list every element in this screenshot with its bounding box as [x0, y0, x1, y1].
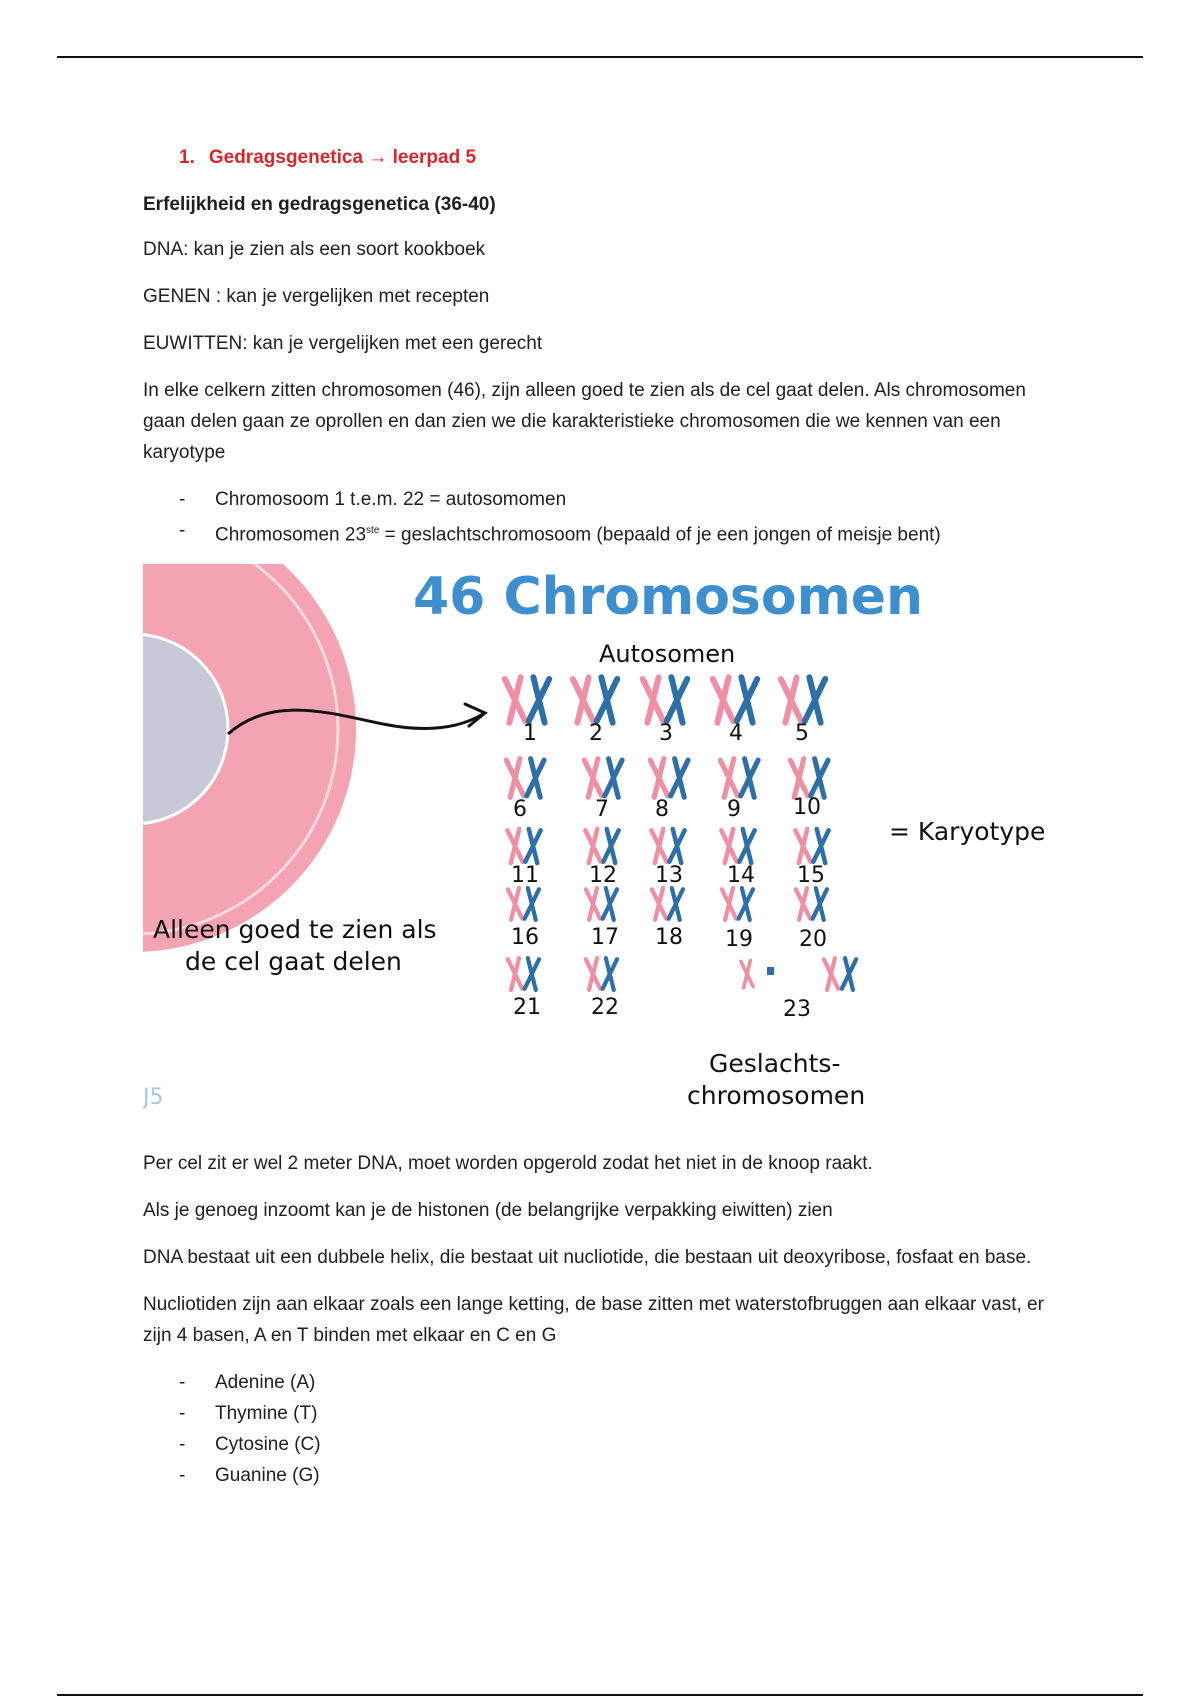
- pair-number: 14: [727, 863, 755, 889]
- paragraph-histonen: Als je genoeg inzoomt kan je de histonen (de belangrijke verpakking eiwitten) zien: [143, 1200, 833, 1222]
- chromosome-pair: [781, 678, 826, 723]
- list-item: - Chromosoom 1 t.e.m. 22 = autosomomen: [179, 489, 567, 510]
- chromosome-pair: [643, 678, 688, 723]
- pair-number: 6: [513, 797, 527, 823]
- sex-chromosomes-label-1: Geslachts-: [709, 1049, 841, 1079]
- definition-genen: GENEN : kan je vergelijken met recepten: [143, 286, 490, 307]
- pair-number: 18: [655, 925, 683, 951]
- chromosome: [525, 958, 539, 990]
- chromosome: [505, 678, 526, 723]
- pair-number: 23: [783, 997, 811, 1023]
- chromosome: [597, 678, 618, 723]
- pair-number: 10: [793, 795, 821, 821]
- pair-number: 8: [655, 797, 669, 823]
- list-item: - Guanine (G): [179, 1465, 320, 1487]
- chromosome-pair: [652, 888, 683, 920]
- top-rule: [57, 56, 1143, 58]
- figure-title: 46 Chromosomen: [413, 567, 924, 628]
- chromosome-pair: [720, 759, 758, 798]
- chromosome-pair: [506, 759, 544, 798]
- pair-number: 13: [655, 863, 683, 889]
- chromosome-pair: [795, 829, 828, 863]
- pair-number: 20: [799, 927, 827, 953]
- list-item: - Cytosine (C): [179, 1434, 321, 1456]
- pair-number: 4: [729, 721, 743, 747]
- chromosome: [586, 888, 600, 920]
- chromosome: [741, 961, 753, 988]
- document-body: [143, 142, 1048, 1505]
- chromosome-pair: [796, 888, 827, 920]
- chromosome: [650, 759, 667, 798]
- chromosome: [737, 678, 758, 723]
- chromosome: [721, 829, 736, 863]
- pair-number: 15: [797, 863, 825, 889]
- chromosome: [605, 759, 622, 798]
- intro-paragraph: In elke celkern zitten chromosomen (46), zijn alleen goed te zien als de cel gaat delen. Als chromosomen gaan delen gaan ze oprollen en dan zien we die karakteristieke chromosomen die we kennen van een karyotype: [143, 380, 1026, 463]
- pair-number: 11: [511, 863, 539, 889]
- chromosome: [741, 759, 758, 798]
- pair-number: 22: [591, 995, 619, 1021]
- pair-number: 17: [591, 925, 619, 951]
- logo-mark: J5: [143, 1085, 164, 1111]
- sex-chromosome-pair: [741, 958, 856, 990]
- pair-number: 5: [795, 721, 809, 747]
- karyotype-label: = Karyotype: [889, 817, 1046, 847]
- pair-numbers: [511, 721, 827, 1022]
- chromosome: [790, 759, 807, 798]
- chromosome: [586, 958, 600, 990]
- definition-dna: DNA: kan je zien als een soort kookboek: [143, 239, 486, 260]
- chromosome: [584, 759, 601, 798]
- chromosome: [813, 888, 827, 920]
- y-chromosome: [767, 967, 774, 975]
- chromosome: [603, 958, 617, 990]
- chromosome-pair: [722, 888, 753, 920]
- pair-number: 9: [727, 797, 741, 823]
- chromosome-pair: [586, 888, 617, 920]
- chromosome: [508, 958, 522, 990]
- chromosome: [669, 888, 683, 920]
- chromosome: [739, 888, 753, 920]
- list-item: - Adenine (A): [179, 1372, 316, 1394]
- bottom-rule: [57, 1694, 1143, 1696]
- chromosome-pair: [508, 958, 539, 990]
- chromosome: [795, 829, 810, 863]
- section-heading: [179, 142, 1048, 173]
- pair-number: 19: [725, 927, 753, 953]
- section-title: Gedragsgenetica: [208, 147, 364, 168]
- section-link-text: leerpad 5: [392, 147, 477, 168]
- chromosome: [525, 888, 539, 920]
- chromosome: [585, 829, 600, 863]
- chromosome: [796, 888, 810, 920]
- chromosome-pair: [508, 888, 539, 920]
- cell-caption-line1: Alleen goed te zien als: [153, 915, 437, 945]
- chromosome: [781, 678, 802, 723]
- chromosome: [508, 888, 522, 920]
- chromosome-pair: [721, 829, 754, 863]
- arrow-icon: →: [368, 147, 388, 168]
- chromosome-pair: [713, 678, 758, 723]
- chromosome: [842, 958, 856, 990]
- chromosome: [529, 678, 550, 723]
- paragraph-dna-length: Per cel zit er wel 2 meter DNA, moet worden opgerold zodat het niet in de knoop raakt.: [143, 1153, 873, 1175]
- pair-number: 1: [523, 721, 537, 747]
- list-item: - Chromosomen 23ste = geslachtschromosoom (bepaald of je een jongen of meisje bent): [179, 520, 941, 546]
- karyotype-illustration: [143, 564, 1048, 1134]
- chromosome: [824, 958, 838, 990]
- chromosome-pair: [650, 759, 688, 798]
- pair-number: 3: [659, 721, 673, 747]
- pair-number: 16: [511, 925, 539, 951]
- definition-euwitten: EUWITTEN: kan je vergelijken met een gerecht: [143, 333, 543, 354]
- chromosome: [651, 829, 666, 863]
- cell-caption-line2: de cel gaat delen: [185, 947, 402, 977]
- pair-number: 12: [589, 863, 617, 889]
- karyotype-figure: [143, 564, 1048, 1134]
- chromosome: [713, 678, 734, 723]
- chromosome-pair: [507, 829, 540, 863]
- chromosome: [669, 829, 684, 863]
- paragraph-nucleotiden: Nucliotiden zijn aan elkaar zoals een lange ketting, de base zitten met waterstofbruggen aan elkaar vast, er zijn 4 basen, A en T binden met elkaar en C en G: [143, 1294, 1044, 1347]
- pair-number: 7: [595, 797, 609, 823]
- paragraph-helix: DNA bestaat uit een dubbele helix, die bestaat uit nucliotide, die bestaan uit deoxyribose, fosfaat en base.: [143, 1247, 1032, 1269]
- pair-number: 21: [513, 995, 541, 1021]
- chromosome: [813, 829, 828, 863]
- chromosome: [525, 829, 540, 863]
- bases-list: [143, 1367, 1048, 1491]
- list-item: - Thymine (T): [179, 1403, 318, 1425]
- chromosome-pair: [584, 759, 622, 798]
- autosomes-label: Autosomen: [599, 640, 736, 669]
- chromosome-list: [143, 484, 1048, 550]
- chromosome-pair: [585, 829, 618, 863]
- chromosome: [671, 759, 688, 798]
- sex-chromosomes-label-2: chromosomen: [687, 1081, 866, 1111]
- chromosome-pair: [586, 958, 617, 990]
- chromosome-pair: [651, 829, 684, 863]
- chromosome: [506, 759, 523, 798]
- chromosome: [603, 888, 617, 920]
- chromosome: [527, 759, 544, 798]
- chromosome: [722, 888, 736, 920]
- chromosome-pair: [573, 678, 618, 723]
- chromosome: [805, 678, 826, 723]
- subheading: Erfelijkheid en gedragsgenetica (36-40): [143, 194, 496, 215]
- section-number: 1.: [179, 147, 195, 168]
- chromosome: [652, 888, 666, 920]
- chromosome: [603, 829, 618, 863]
- chromosome: [643, 678, 664, 723]
- chromosome: [811, 759, 828, 798]
- chromosome: [739, 829, 754, 863]
- pair-number: 2: [589, 721, 603, 747]
- chromosome: [667, 678, 688, 723]
- chromosome: [507, 829, 522, 863]
- chromosome: [720, 759, 737, 798]
- chromosome-pair: [790, 759, 828, 798]
- chromosome-pair: [505, 678, 550, 723]
- chromosome: [573, 678, 594, 723]
